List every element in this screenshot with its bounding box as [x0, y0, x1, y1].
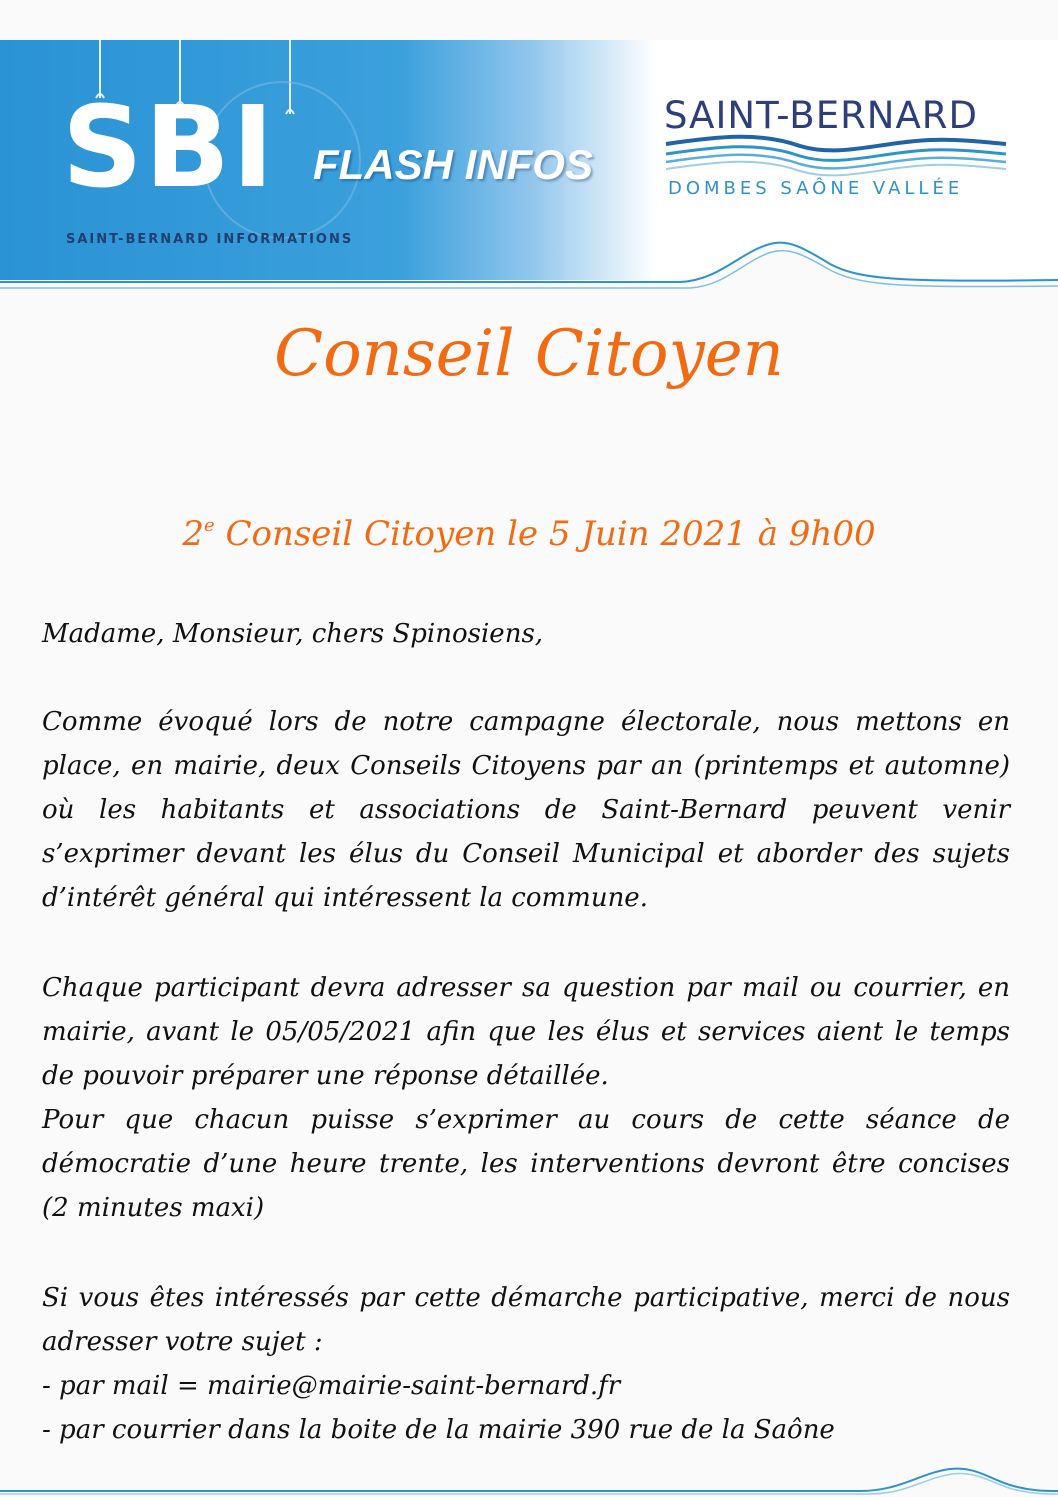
letter-body-paragraph-2 [42, 966, 1010, 1230]
paragraph-concise: Pour que chacun puisse s’exprimer au cours de cette séance de démocratie d’une heure trente, les interventions devront être concises (2 minutes maxi) [42, 1105, 1010, 1223]
sbi-logo-tagline: SAINT-BERNARD INFORMATIONS [66, 232, 354, 247]
paragraph-campaign: Comme évoqué lors de notre campagne électorale, nous mettons en place, en mairie, deux Conseils Citoyens par an (printemps et automne) où les habitants et associations de Saint-Bernard peuvent venir s’exprimer devant les élus du Conseil Municipal et aborder des sujets d’intérêt général qui intéressent la commune. [42, 707, 1010, 913]
header-banner [0, 40, 1058, 290]
letter-body-paragraph-1 [42, 700, 1010, 920]
subtitle-superscript: e [204, 515, 215, 536]
letter-body [42, 612, 1010, 656]
page-title: Conseil Citoyen [274, 317, 784, 391]
contact-mail: - par mail = mairie@mairie-saint-bernard.fr [42, 1371, 621, 1401]
brand-name: SAINT-BERNARD [664, 94, 978, 137]
footer-wave [0, 1465, 1058, 1495]
subtitle-text: Conseil Citoyen le 5 Juin 2021 à 9h00 [214, 514, 876, 554]
contact-mailbox: - par courrier dans la boite de la mairie 390 rue de la Saône [42, 1415, 835, 1445]
brand-subtitle: DOMBES SAÔNE VALLÉE [668, 178, 964, 199]
salutation: Madame, Monsieur, chers Spinosiens, [42, 619, 544, 649]
event-subtitle [0, 514, 1058, 554]
paragraph-deadline: Chaque participant devra adresser sa question par mail ou courrier, en mairie, avant le 05/05/2021 afin que les élus et services aient le temps de pouvoir préparer une réponse détaillée. [42, 973, 1010, 1091]
paragraph-interest: Si vous êtes intéressés par cette démarche participative, merci de nous adresser votre sujet : [42, 1283, 1010, 1357]
letter-body-contact [42, 1276, 1010, 1452]
flash-infos-label: FLASH INFOS [313, 141, 593, 188]
subtitle-number: 2 [182, 514, 205, 554]
sbi-logo-letters: SBI [62, 83, 276, 213]
